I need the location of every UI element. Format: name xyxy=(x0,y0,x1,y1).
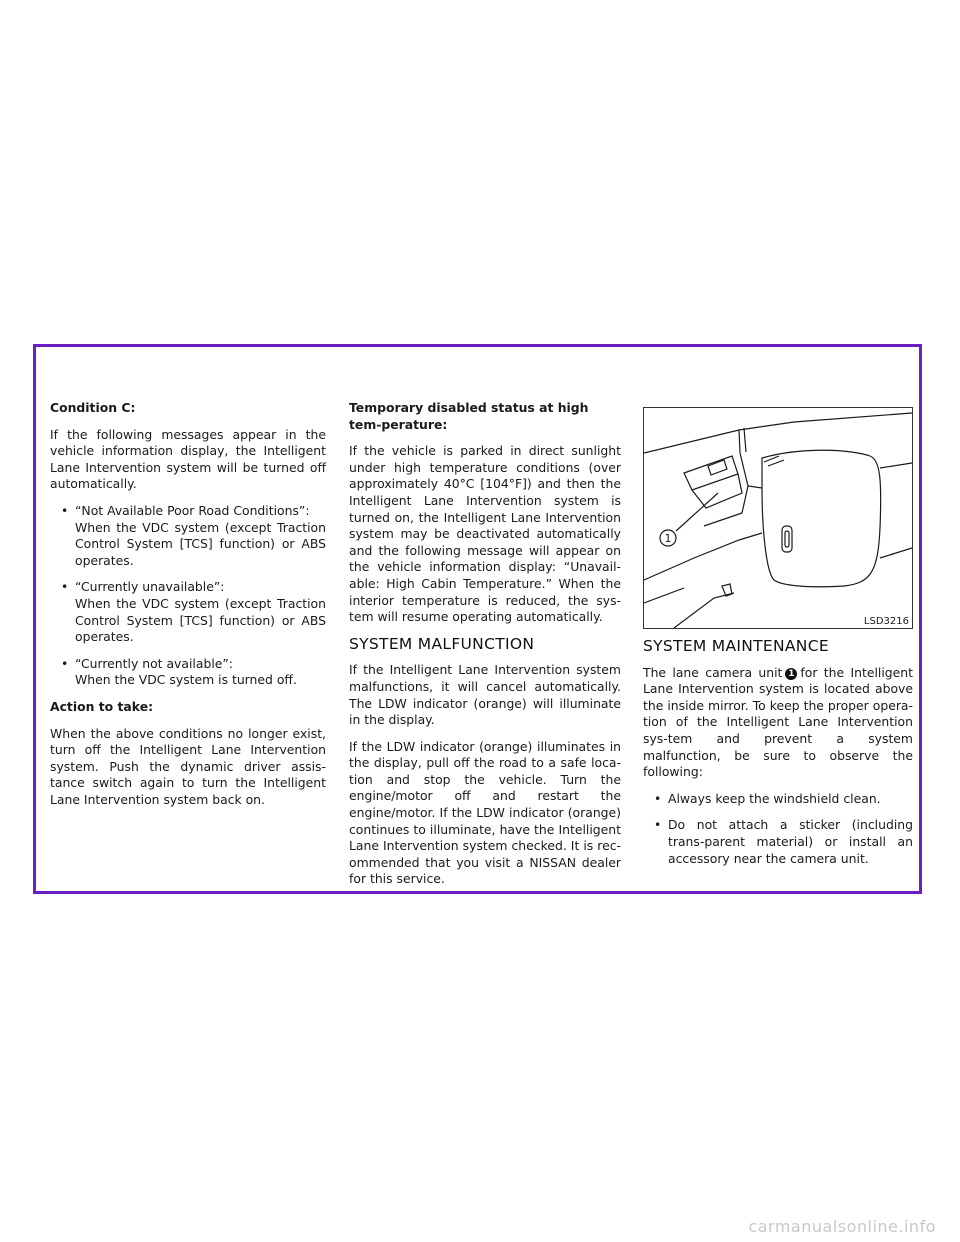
list-item: • Do not attach a sticker (including trans-parent material) or install an accessory near the camera unit. xyxy=(654,817,913,866)
callout-1-icon: 1 xyxy=(785,668,797,680)
figure-callout: 1 xyxy=(664,532,672,545)
figure-code: LSD3216 xyxy=(863,616,909,627)
maint-text-after: for the Intelligent Lane Intervention system is located above the inside mirror. To keep the proper opera-tion of the Intelligent Lane Intervention sys-tem and prevent a system malfunction, be sure to observe the following: xyxy=(643,664,913,780)
action-text: When the above conditions no longer exist, turn off the Intelligent Lane Intervention system. Push the dynamic driver assis-tance switch again to turn the Intelligent Lane Intervention system back on. xyxy=(50,725,326,807)
watermark: carmanualsonline.info xyxy=(748,1217,936,1236)
temp-text: If the vehicle is parked in direct sunlight under high temperature conditions (over approximately 40°C [104°F]) and then the Intelligent Lane Intervention system is turned on, the Intelligent Lane Intervention system may be deactivated automatically and the following message will appear on the vehicle information display: “Unavail-able: High Cabin Temperature.” When the interior temperature is reduced, the sys-tem will resume operating automatically. xyxy=(349,443,621,625)
bullet-label: “Not Available Poor Road Conditions”: xyxy=(75,502,310,518)
list-item: • “Currently unavailable”: When the VDC system (except Traction Control System [TCS] function) or ABS operates. xyxy=(61,579,326,645)
malfunction-p1: If the Intelligent Lane Intervention system malfunctions, it will cancel automatically. The LDW indicator (orange) will illuminate in the display. xyxy=(349,662,621,728)
bullet-label: “Currently not available”: xyxy=(75,655,233,671)
list-item: • Always keep the windshield clean. xyxy=(643,791,913,808)
column-3 xyxy=(643,634,913,877)
column-2 xyxy=(349,400,621,898)
malfunction-heading: SYSTEM MALFUNCTION xyxy=(349,634,535,653)
list-item: • “Not Available Poor Road Conditions”: When the VDC system (except Traction Control System [TCS] function) or ABS operates. xyxy=(61,502,326,568)
mirror-camera-illustration xyxy=(644,408,912,628)
maintenance-heading: SYSTEM MAINTENANCE xyxy=(643,637,829,655)
temp-heading: Temporary disabled status at high tem-perature: xyxy=(349,400,589,432)
camera-figure xyxy=(643,407,913,629)
maintenance-text xyxy=(643,665,913,781)
bullet-text: When the VDC system is turned off. xyxy=(75,672,297,688)
condition-intro: If the following messages appear in the vehicle information display, the Intelligent Lane Intervention system will be turned off automatically. xyxy=(50,426,326,492)
bullet-text: Always keep the windshield clean. xyxy=(668,790,881,806)
condition-heading: Condition C: xyxy=(50,400,136,415)
bullet-label: “Currently unavailable”: xyxy=(75,579,225,595)
action-heading: Action to take: xyxy=(50,698,154,714)
malfunction-p2: If the LDW indicator (orange) illuminates in the display, pull off the road to a safe loca-tion and stop the vehicle. Turn the engine/motor off and restart the engine/motor. If the LDW indicator (orange) continues to illuminate, have the Intelligent Lane Intervention system checked. It is rec-ommended that you visit a NISSAN dealer for this service. xyxy=(349,738,621,887)
maint-text-before: The lane camera unit xyxy=(643,664,783,680)
list-item: • “Currently not available”: When the VDC system is turned off. xyxy=(50,656,326,689)
maintenance-list xyxy=(643,791,913,867)
bullet-text: When the VDC system (except Traction Control System [TCS] function) or ABS operates. xyxy=(75,519,326,568)
bullet-text: When the VDC system (except Traction Control System [TCS] function) or ABS operates. xyxy=(75,595,326,645)
condition-list xyxy=(50,503,326,689)
column-1 xyxy=(50,400,326,818)
bullet-text: Do not attach a sticker (including trans-parent material) or install an accessory near the camera unit. xyxy=(668,817,913,866)
